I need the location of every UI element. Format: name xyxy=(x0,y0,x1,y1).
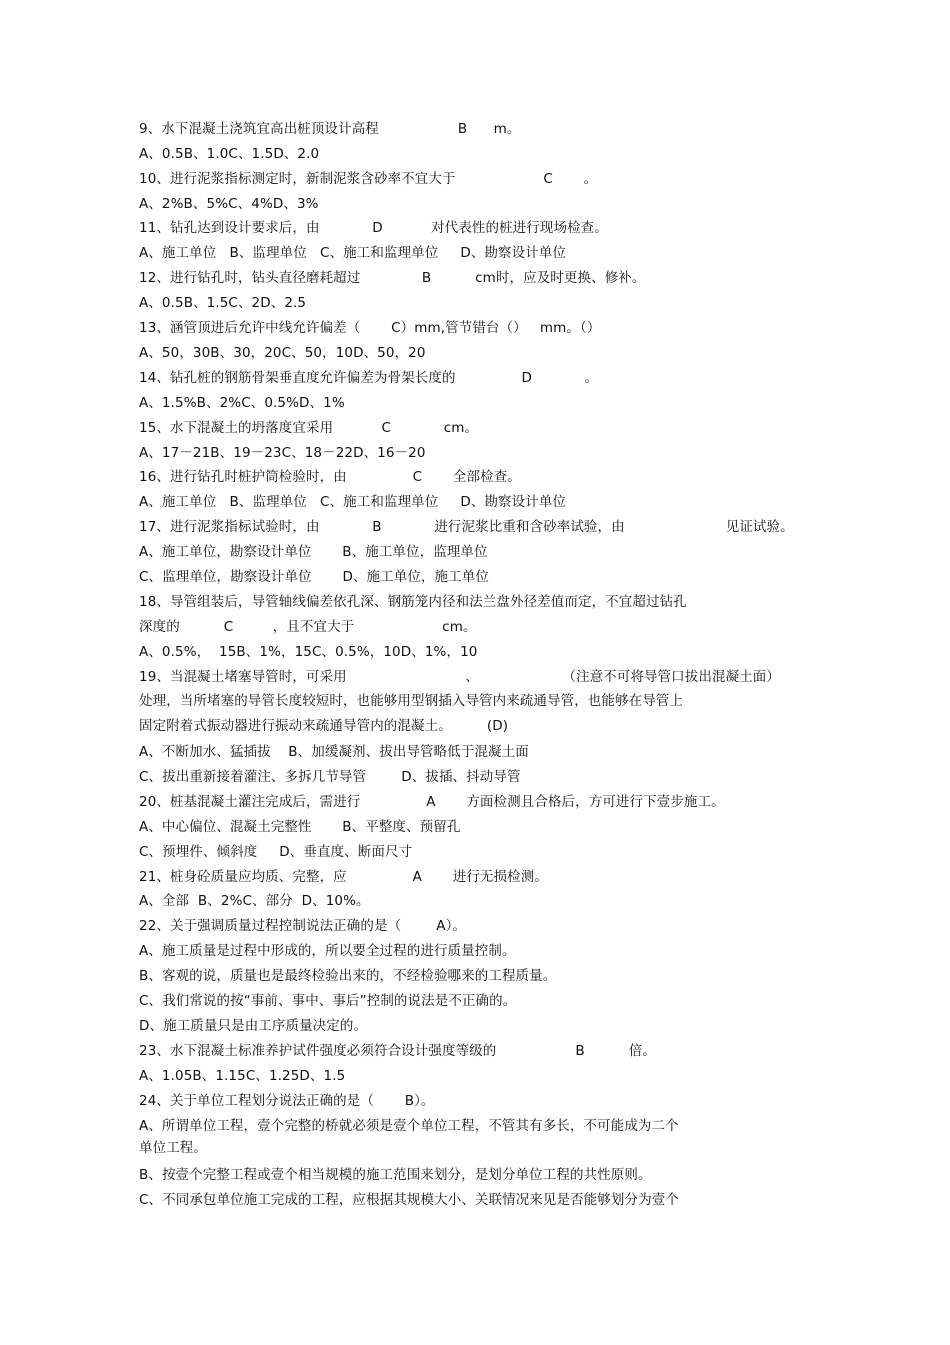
text-line: C、拔出重新接着灌注、多拆几节导管 D、拔插、抖动导管 xyxy=(139,769,521,785)
text-line: A、1.05B、1.15C、1.25D、1.5 xyxy=(139,1068,346,1084)
text-line: C、监理单位，勘察设计单位 D、施工单位，施工单位 xyxy=(139,569,489,585)
text-line: C、不同承包单位施工完成的工程，应根据其规模大小、关联情况来见是否能够划分为壹个 xyxy=(139,1192,679,1208)
text-line: A、0.5B、1.5C、2D、2.5 xyxy=(139,295,307,311)
text-line: A、0.5B、1.0C、1.5D、2.0 xyxy=(139,146,320,162)
text-line: C、我们常说的按“事前、事中、事后”控制的说法是不正确的。 xyxy=(139,993,517,1009)
text-line: A、施工质量是过程中形成的，所以要全过程的进行质量控制。 xyxy=(139,943,516,959)
text-line: 深度的 C ，且不宜大于 cm。 xyxy=(139,619,477,635)
text-line: A、1.5%B、2%C、0.5%D、1% xyxy=(139,395,345,411)
text-line: 23、水下混凝土标准养护试件强度必须符合设计强度等级的 B 倍。 xyxy=(139,1043,656,1059)
text-line: C、预埋件、倾斜度 D、垂直度、断面尺寸 xyxy=(139,844,413,860)
text-line: 9、水下混凝土浇筑宜高出桩顶设计高程 B m。 xyxy=(139,121,521,137)
text-line: 12、进行钻孔时，钻头直径磨耗超过 B cm时，应及时更换、修补。 xyxy=(139,270,646,286)
text-line: 11、钻孔达到设计要求后，由 D 对代表性的桩进行现场检查。 xyxy=(139,220,608,236)
text-line: 固定附着式振动器进行振动来疏通导管内的混凝土。 (D) xyxy=(139,718,509,734)
text-line: 单位工程。 xyxy=(139,1140,207,1156)
text-line: A、全部 B、2%C、部分 D、10%。 xyxy=(139,893,370,909)
text-line: 13、涵管顶进后允许中线允许偏差（ C）mm,管节错台（） mm。（） xyxy=(139,320,601,336)
text-line: A、施工单位 B、监理单位 C、施工和监理单位 D、勘察设计单位 xyxy=(139,245,567,261)
text-line: 17、进行泥浆指标试验时，由 B 进行泥浆比重和含砂率试验，由 见证试验。 xyxy=(139,519,794,535)
text-line: 10、进行泥浆指标测定时，新制泥浆含砂率不宜大于 C 。 xyxy=(139,171,598,187)
text-line: 14、钻孔桩的钢筋骨架垂直度允许偏差为骨架长度的 D 。 xyxy=(139,370,599,386)
text-line: A、0.5%， 15B、1%，15C、0.5%，10D、1%，10 xyxy=(139,644,478,660)
text-line: A、所谓单位工程，壹个完整的桥就必须是壹个单位工程，不管其有多长，不可能成为二个 xyxy=(139,1118,679,1134)
text-line: A、施工单位，勘察设计单位 B、施工单位，监理单位 xyxy=(139,544,488,560)
text-line: 15、水下混凝土的坍落度宜采用 C cm。 xyxy=(139,420,479,436)
text-line: 处理，当所堵塞的导管长度较短时，也能够用型钢插入导管内来疏通导管，也能够在导管上 xyxy=(139,693,683,709)
text-line: 16、进行钻孔时桩护筒检验时，由 C 全部检查。 xyxy=(139,469,521,485)
text-line: B、按壹个完整工程或壹个相当规模的施工范围来划分，是划分单位工程的共性原则。 xyxy=(139,1167,652,1183)
text-line: A、17－21B、19－23C、18－22D、16－20 xyxy=(139,445,426,461)
text-line: 22、关于强调质量过程控制说法正确的是（ A）。 xyxy=(139,918,467,934)
text-line: A、50，30B、30，20C、50，10D、50，20 xyxy=(139,345,426,361)
text-line: D、施工质量只是由工序质量决定的。 xyxy=(139,1018,368,1034)
text-line: 18、导管组装后，导管轴线偏差依孔深、钢筋笼内径和法兰盘外径差值而定，不宜超过钻孔 xyxy=(139,594,687,610)
text-line: A、2%B、5%C、4%D、3% xyxy=(139,196,319,212)
text-line: 24、关于单位工程划分说法正确的是（ B）。 xyxy=(139,1093,435,1109)
text-line: 20、桩基混凝土灌注完成后，需进行 A 方面检测且合格后，方可进行下壹步施工。 xyxy=(139,794,725,810)
text-line: B、客观的说，质量也是最终检验出来的，不经检验哪来的工程质量。 xyxy=(139,968,557,984)
text-line: A、中心偏位、混凝土完整性 B、平整度、预留孔 xyxy=(139,819,461,835)
text-line: A、不断加水、猛插拔 B、加缓凝剂、拔出导管略低于混凝土面 xyxy=(139,744,529,760)
text-line: 21、桩身砼质量应均质、完整，应 A 进行无损检测。 xyxy=(139,869,548,885)
text-line: A、施工单位 B、监理单位 C、施工和监理单位 D、勘察设计单位 xyxy=(139,494,567,510)
text-line: 19、当混凝土堵塞导管时，可采用 、 （注意不可将导管口拔出混凝土面） xyxy=(139,669,780,685)
